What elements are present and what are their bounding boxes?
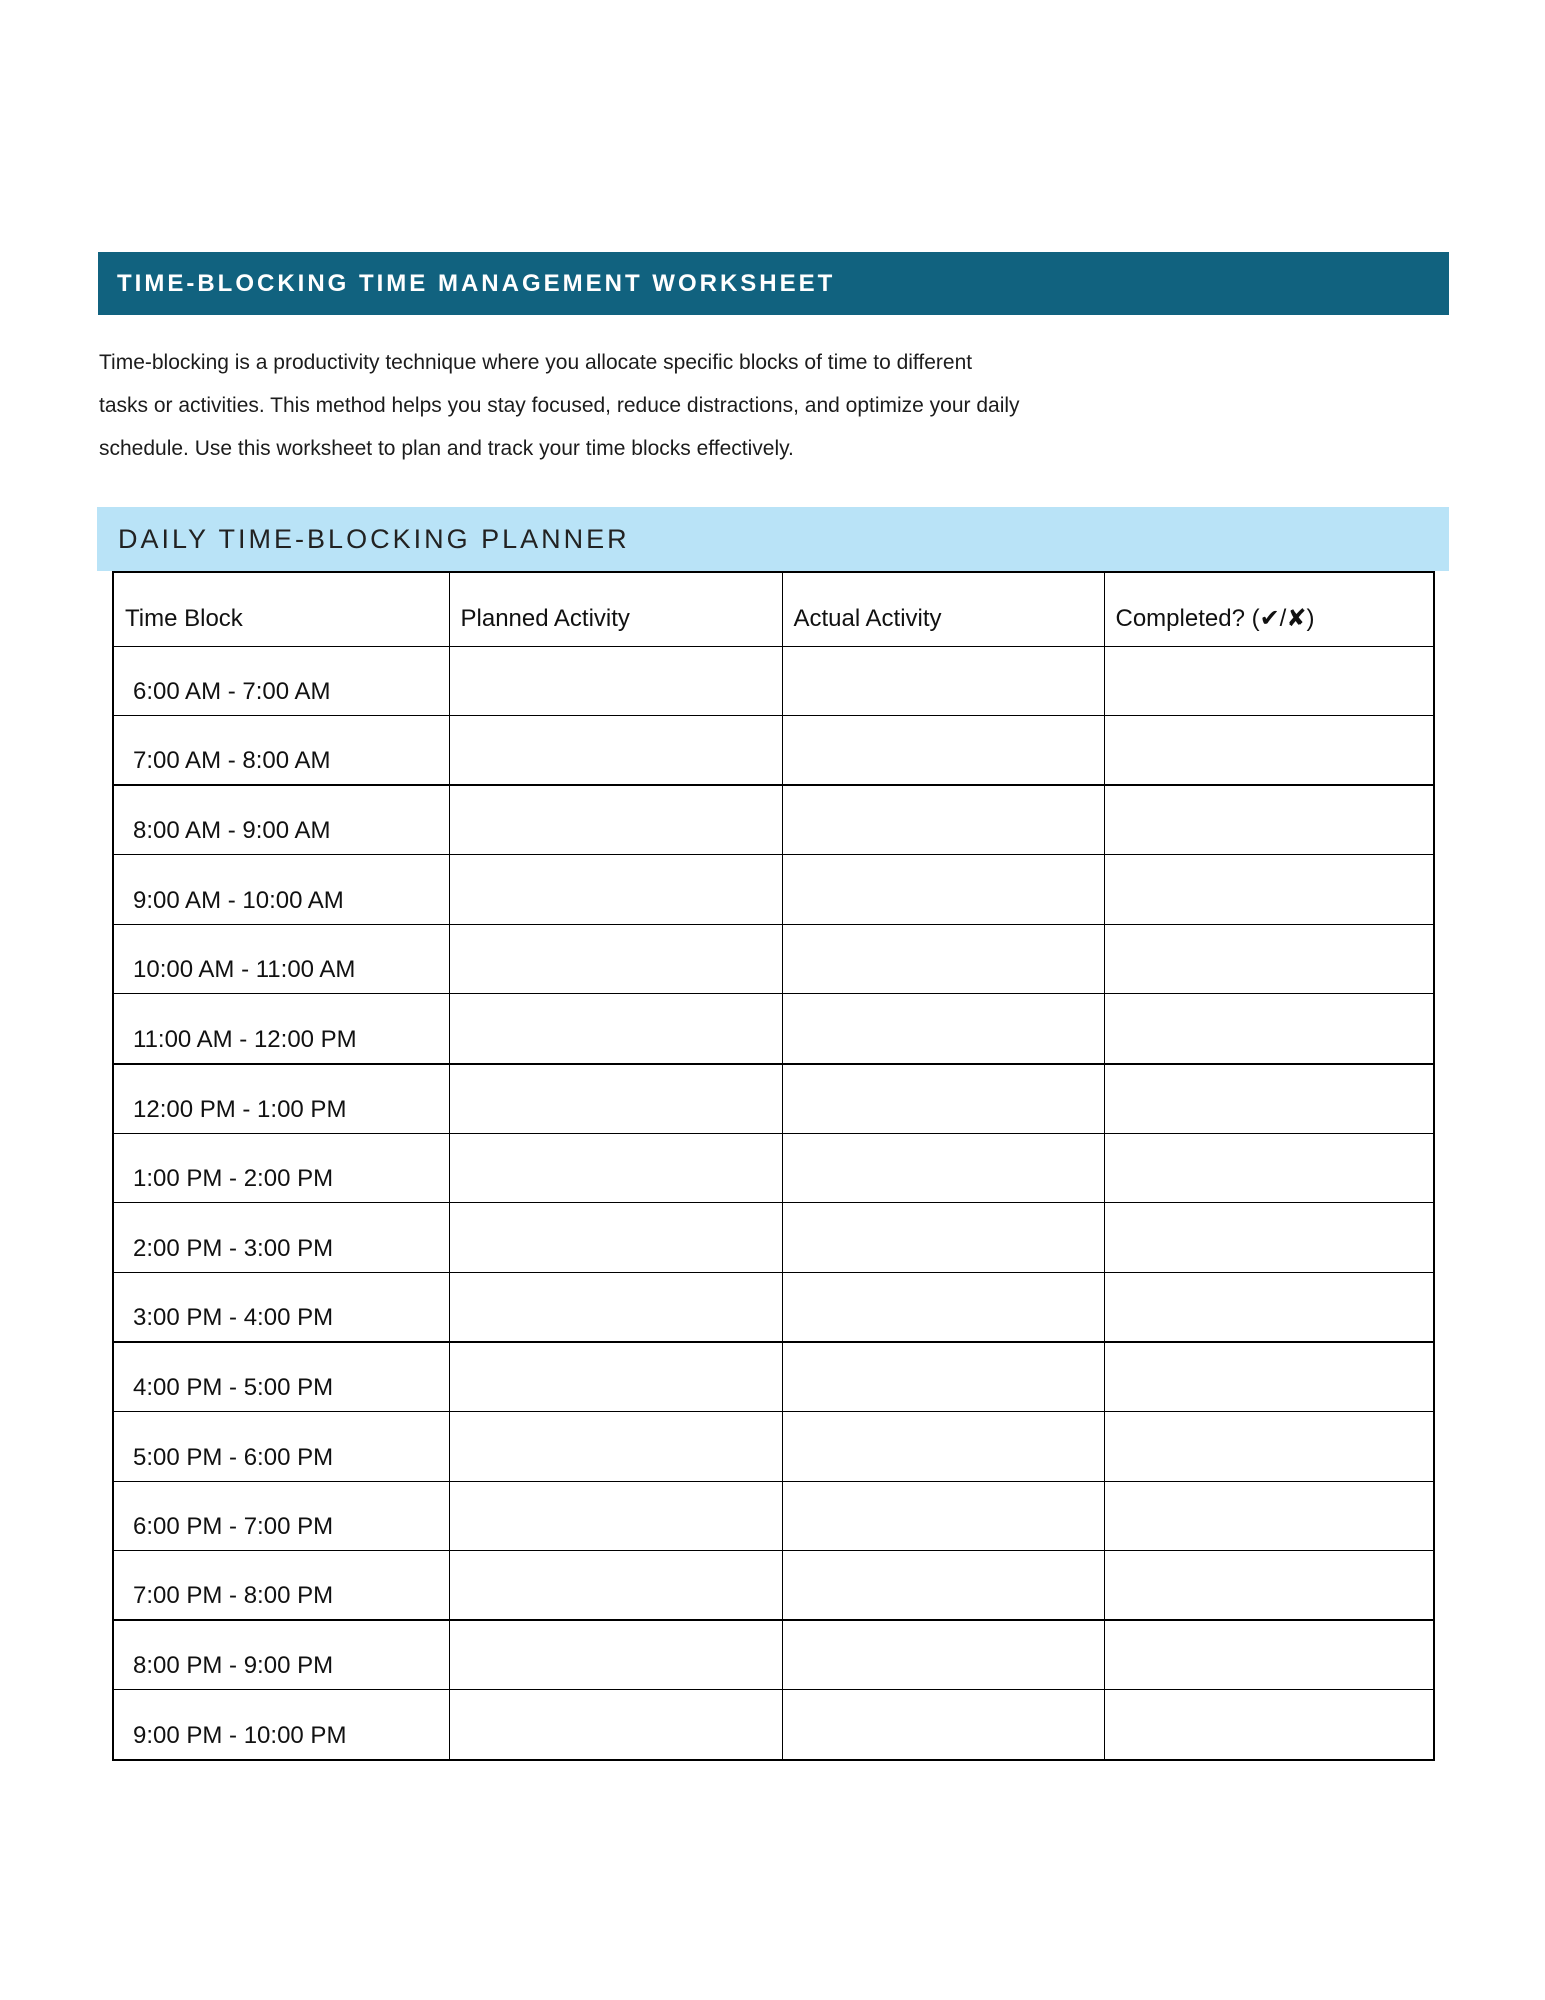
table-header-row bbox=[113, 572, 1434, 646]
time-block-cell: 4:00 PM - 5:00 PM bbox=[113, 1342, 449, 1412]
table-row bbox=[113, 855, 1434, 925]
completed-cell[interactable] bbox=[1104, 1690, 1434, 1760]
planned-activity-cell[interactable] bbox=[449, 1203, 782, 1273]
col-header-actual-activity: Actual Activity bbox=[782, 572, 1104, 646]
intro-line: tasks or activities. This method helps you stay focused, reduce distractions, and optimize your daily bbox=[99, 394, 1020, 417]
actual-activity-cell[interactable] bbox=[782, 785, 1104, 855]
time-block-cell: 10:00 AM - 11:00 AM bbox=[113, 924, 449, 994]
actual-activity-cell[interactable] bbox=[782, 1272, 1104, 1342]
table-row bbox=[113, 646, 1434, 716]
table-row bbox=[113, 1203, 1434, 1273]
completed-cell[interactable] bbox=[1104, 785, 1434, 855]
time-block-cell: 12:00 PM - 1:00 PM bbox=[113, 1064, 449, 1134]
completed-cell[interactable] bbox=[1104, 994, 1434, 1064]
intro-line: Time-blocking is a productivity technique where you allocate specific blocks of time to different bbox=[99, 351, 973, 374]
completed-cell[interactable] bbox=[1104, 716, 1434, 786]
completed-cell[interactable] bbox=[1104, 1203, 1434, 1273]
col-header-completed: Completed? (✔/✘) bbox=[1104, 572, 1434, 646]
planned-activity-cell[interactable] bbox=[449, 646, 782, 716]
time-block-cell: 7:00 AM - 8:00 AM bbox=[113, 716, 449, 786]
table-row bbox=[113, 1412, 1434, 1482]
completed-cell[interactable] bbox=[1104, 1064, 1434, 1134]
actual-activity-cell[interactable] bbox=[782, 1203, 1104, 1273]
planned-activity-cell[interactable] bbox=[449, 855, 782, 925]
table-row bbox=[113, 994, 1434, 1064]
planned-activity-cell[interactable] bbox=[449, 1412, 782, 1482]
planned-activity-cell[interactable] bbox=[449, 924, 782, 994]
actual-activity-cell[interactable] bbox=[782, 1342, 1104, 1412]
table-row bbox=[113, 1481, 1434, 1551]
actual-activity-cell[interactable] bbox=[782, 1412, 1104, 1482]
intro-paragraph bbox=[99, 341, 1219, 470]
time-block-cell: 6:00 AM - 7:00 AM bbox=[113, 646, 449, 716]
planned-activity-cell[interactable] bbox=[449, 1133, 782, 1203]
table-row bbox=[113, 1342, 1434, 1412]
completed-cell[interactable] bbox=[1104, 646, 1434, 716]
time-block-cell: 11:00 AM - 12:00 PM bbox=[113, 994, 449, 1064]
planned-activity-cell[interactable] bbox=[449, 1620, 782, 1690]
table-row bbox=[113, 1551, 1434, 1621]
completed-cell[interactable] bbox=[1104, 924, 1434, 994]
actual-activity-cell[interactable] bbox=[782, 924, 1104, 994]
actual-activity-cell[interactable] bbox=[782, 1481, 1104, 1551]
completed-cell[interactable] bbox=[1104, 1481, 1434, 1551]
table-row bbox=[113, 1620, 1434, 1690]
actual-activity-cell[interactable] bbox=[782, 1551, 1104, 1621]
planned-activity-cell[interactable] bbox=[449, 1064, 782, 1134]
actual-activity-cell[interactable] bbox=[782, 1133, 1104, 1203]
table-row bbox=[113, 1272, 1434, 1342]
col-header-time-block: Time Block bbox=[113, 572, 449, 646]
table-row bbox=[113, 1690, 1434, 1760]
planner-section-header bbox=[97, 507, 1449, 571]
planned-activity-cell[interactable] bbox=[449, 785, 782, 855]
completed-cell[interactable] bbox=[1104, 1620, 1434, 1690]
actual-activity-cell[interactable] bbox=[782, 855, 1104, 925]
planned-activity-cell[interactable] bbox=[449, 1690, 782, 1760]
section-title: DAILY TIME-BLOCKING PLANNER bbox=[118, 523, 630, 554]
planned-activity-cell[interactable] bbox=[449, 1481, 782, 1551]
time-block-cell: 9:00 AM - 10:00 AM bbox=[113, 855, 449, 925]
time-block-cell: 8:00 AM - 9:00 AM bbox=[113, 785, 449, 855]
time-block-cell: 5:00 PM - 6:00 PM bbox=[113, 1412, 449, 1482]
table-row bbox=[113, 924, 1434, 994]
planned-activity-cell[interactable] bbox=[449, 1272, 782, 1342]
table-row bbox=[113, 1064, 1434, 1134]
planned-activity-cell[interactable] bbox=[449, 716, 782, 786]
actual-activity-cell[interactable] bbox=[782, 1064, 1104, 1134]
actual-activity-cell[interactable] bbox=[782, 646, 1104, 716]
time-block-cell: 8:00 PM - 9:00 PM bbox=[113, 1620, 449, 1690]
time-block-cell: 6:00 PM - 7:00 PM bbox=[113, 1481, 449, 1551]
planner-table bbox=[112, 571, 1435, 1761]
planned-activity-cell[interactable] bbox=[449, 1342, 782, 1412]
actual-activity-cell[interactable] bbox=[782, 1620, 1104, 1690]
time-block-cell: 9:00 PM - 10:00 PM bbox=[113, 1690, 449, 1760]
table-row bbox=[113, 1133, 1434, 1203]
table-row bbox=[113, 785, 1434, 855]
planned-activity-cell[interactable] bbox=[449, 1551, 782, 1621]
completed-cell[interactable] bbox=[1104, 1133, 1434, 1203]
table-row bbox=[113, 716, 1434, 786]
completed-cell[interactable] bbox=[1104, 1412, 1434, 1482]
actual-activity-cell[interactable] bbox=[782, 716, 1104, 786]
worksheet-title-bar bbox=[98, 252, 1449, 315]
actual-activity-cell[interactable] bbox=[782, 1690, 1104, 1760]
actual-activity-cell[interactable] bbox=[782, 994, 1104, 1064]
completed-cell[interactable] bbox=[1104, 1551, 1434, 1621]
time-block-cell: 7:00 PM - 8:00 PM bbox=[113, 1551, 449, 1621]
page-title: TIME-BLOCKING TIME MANAGEMENT WORKSHEET bbox=[117, 269, 836, 297]
completed-cell[interactable] bbox=[1104, 1272, 1434, 1342]
completed-cell[interactable] bbox=[1104, 855, 1434, 925]
col-header-planned-activity: Planned Activity bbox=[449, 572, 782, 646]
completed-cell[interactable] bbox=[1104, 1342, 1434, 1412]
planned-activity-cell[interactable] bbox=[449, 994, 782, 1064]
time-block-cell: 1:00 PM - 2:00 PM bbox=[113, 1133, 449, 1203]
time-block-cell: 2:00 PM - 3:00 PM bbox=[113, 1203, 449, 1273]
time-block-cell: 3:00 PM - 4:00 PM bbox=[113, 1272, 449, 1342]
intro-line: schedule. Use this worksheet to plan and track your time blocks effectively. bbox=[99, 437, 794, 460]
